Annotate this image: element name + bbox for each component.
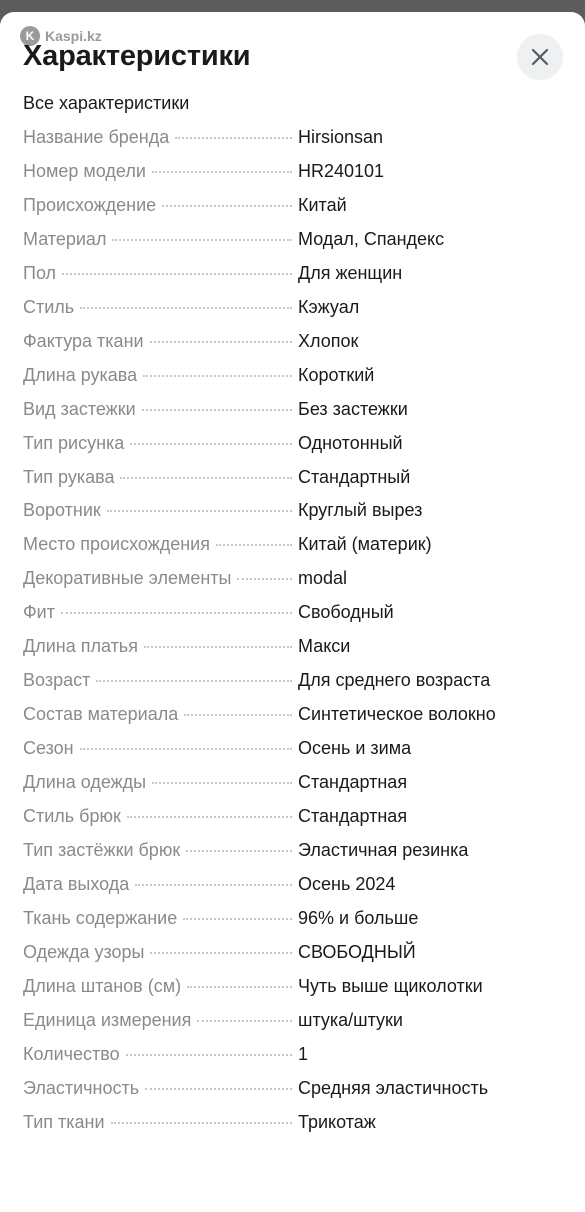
dotted-leader xyxy=(152,171,292,173)
spec-name-cell xyxy=(23,534,298,555)
spec-name: Фактура ткани xyxy=(23,330,144,351)
spec-name: Стиль xyxy=(23,296,75,317)
spec-name-cell xyxy=(23,806,298,827)
spec-row xyxy=(23,772,563,806)
spec-name: Тип рукава xyxy=(23,466,115,487)
spec-name: Длина платья xyxy=(23,636,138,657)
spec-row xyxy=(23,500,563,534)
spec-value: modal xyxy=(298,568,348,589)
spec-name: Декоративные элементы xyxy=(23,568,232,589)
spec-row xyxy=(23,1044,563,1078)
dotted-leader xyxy=(107,510,292,512)
spec-row xyxy=(23,263,563,297)
spec-name-cell xyxy=(23,229,298,250)
spec-name-cell xyxy=(23,1010,298,1031)
dotted-leader xyxy=(62,273,292,275)
spec-row xyxy=(23,433,563,467)
dotted-leader xyxy=(142,409,292,411)
spec-name: Пол xyxy=(23,262,57,283)
dotted-leader xyxy=(111,1122,292,1124)
spec-value: Стандартный xyxy=(298,466,411,487)
spec-value: Круглый вырез xyxy=(298,500,423,521)
spec-name: Номер модели xyxy=(23,160,146,181)
dotted-leader xyxy=(152,782,292,784)
spec-value: HR240101 xyxy=(298,160,385,181)
spec-name-cell xyxy=(23,297,298,318)
dotted-leader xyxy=(96,680,292,682)
spec-value: Без застежки xyxy=(298,398,408,419)
spec-value: Эластичная резинка xyxy=(298,840,469,861)
spec-value: Однотонный xyxy=(298,432,403,453)
dotted-leader xyxy=(150,952,292,954)
spec-value: Макси xyxy=(298,636,351,657)
dotted-leader xyxy=(130,443,292,445)
spec-name: Эластичность xyxy=(23,1077,140,1098)
spec-name: Ткань содержание xyxy=(23,907,178,928)
spec-row xyxy=(23,704,563,738)
spec-value: Трикотаж xyxy=(298,1111,376,1132)
spec-value: Короткий xyxy=(298,364,375,385)
spec-row xyxy=(23,738,563,772)
spec-name-cell xyxy=(23,772,298,793)
spec-row xyxy=(23,840,563,874)
dotted-leader xyxy=(80,307,292,309)
spec-name-cell xyxy=(23,1078,298,1099)
spec-value: СВОБОДНЫЙ xyxy=(298,941,416,962)
spec-name-cell xyxy=(23,636,298,657)
spec-name: Сезон xyxy=(23,738,74,759)
spec-row xyxy=(23,1112,563,1146)
spec-list xyxy=(23,127,563,1146)
spec-name: Длина штанов (см) xyxy=(23,975,182,996)
dotted-leader xyxy=(120,477,292,479)
spec-name: Происхождение xyxy=(23,194,157,215)
dotted-leader xyxy=(143,375,292,377)
dotted-leader xyxy=(61,612,292,614)
spec-row xyxy=(23,908,563,942)
spec-row xyxy=(23,568,563,602)
spec-name: Воротник xyxy=(23,500,101,521)
spec-row xyxy=(23,229,563,263)
spec-name: Одежда узоры xyxy=(23,941,145,962)
spec-name: Длина одежды xyxy=(23,772,147,793)
dotted-leader xyxy=(144,646,292,648)
spec-value: Китай (материк) xyxy=(298,534,432,555)
dotted-leader xyxy=(216,544,292,546)
spec-name-cell xyxy=(23,195,298,216)
close-button[interactable] xyxy=(517,34,563,80)
spec-value: Hirsionsan xyxy=(298,127,384,147)
spec-row xyxy=(23,297,563,331)
spec-name-cell xyxy=(23,704,298,725)
spec-name: Количество xyxy=(23,1043,120,1064)
spec-value: Кэжуал xyxy=(298,296,360,317)
spec-value: Стандартная xyxy=(298,772,408,793)
spec-name: Длина рукава xyxy=(23,364,138,385)
spec-value: 96% и больше xyxy=(298,907,419,928)
spec-name-cell xyxy=(23,1044,298,1065)
spec-row xyxy=(23,365,563,399)
spec-name-cell xyxy=(23,942,298,963)
spec-row xyxy=(23,942,563,976)
spec-value: Синтетическое волокно xyxy=(298,704,496,725)
spec-name-cell xyxy=(23,602,298,623)
dotted-leader xyxy=(184,714,292,716)
spec-row xyxy=(23,976,563,1010)
spec-name-cell xyxy=(23,976,298,997)
dotted-leader xyxy=(175,137,292,139)
spec-name: Стиль брюк xyxy=(23,806,121,827)
spec-name-cell xyxy=(23,365,298,386)
dotted-leader xyxy=(145,1088,292,1090)
dotted-leader xyxy=(112,239,292,241)
spec-row xyxy=(23,1078,563,1112)
spec-name: Материал xyxy=(23,228,107,249)
spec-row xyxy=(23,467,563,501)
spec-value: Хлопок xyxy=(298,330,359,351)
spec-row xyxy=(23,1010,563,1044)
close-icon xyxy=(531,48,549,66)
spec-row xyxy=(23,636,563,670)
spec-name: Вид застежки xyxy=(23,398,136,419)
spec-name-cell xyxy=(23,874,298,895)
spec-name-cell xyxy=(23,908,298,929)
spec-name-cell xyxy=(23,467,298,488)
spec-value: Для женщин xyxy=(298,262,403,283)
spec-name: Тип ткани xyxy=(23,1111,105,1132)
dotted-leader xyxy=(135,884,292,886)
dotted-leader xyxy=(183,918,292,920)
dotted-leader xyxy=(162,205,292,207)
watermark-text: Kaspi.kz xyxy=(45,28,102,44)
dotted-leader xyxy=(197,1020,292,1022)
kaspi-logo-icon: K xyxy=(20,26,40,46)
spec-name-cell xyxy=(23,1112,298,1133)
spec-name: Название бренда xyxy=(23,127,170,147)
spec-name: Место происхождения xyxy=(23,534,210,555)
spec-value: Свободный xyxy=(298,602,394,623)
spec-row xyxy=(23,195,563,229)
spec-value: Чуть выше щиколотки xyxy=(298,975,483,996)
spec-name-cell xyxy=(23,161,298,182)
spec-value: Стандартная xyxy=(298,806,408,827)
spec-value: Модал, Спандекс xyxy=(298,228,445,249)
spec-name: Тип рисунка xyxy=(23,432,125,453)
spec-name: Фит xyxy=(23,602,55,623)
spec-name: Возраст xyxy=(23,670,91,691)
dotted-leader xyxy=(150,341,292,343)
spec-row xyxy=(23,602,563,636)
dotted-leader xyxy=(126,1054,292,1056)
spec-row xyxy=(23,670,563,704)
spec-name-cell xyxy=(23,263,298,284)
dotted-leader xyxy=(187,986,292,988)
spec-name-cell xyxy=(23,840,298,861)
spec-value: Осень 2024 xyxy=(298,873,396,894)
spec-row xyxy=(23,534,563,568)
spec-name-cell xyxy=(23,433,298,454)
spec-value: штука/штуки xyxy=(298,1009,403,1030)
spec-value: Средняя эластичность xyxy=(298,1077,489,1098)
spec-name-cell xyxy=(23,127,298,148)
spec-row xyxy=(23,161,563,195)
spec-row xyxy=(23,399,563,433)
spec-name: Тип застёжки брюк xyxy=(23,840,181,861)
spec-row xyxy=(23,127,563,161)
section-title: Все характеристики xyxy=(23,93,190,113)
spec-name-cell xyxy=(23,500,298,521)
spec-name-cell xyxy=(23,399,298,420)
spec-name-cell xyxy=(23,738,298,759)
spec-name-cell xyxy=(23,568,298,589)
spec-value: Китай xyxy=(298,194,347,215)
spec-name: Состав материала xyxy=(23,704,179,725)
spec-row xyxy=(23,806,563,840)
spec-name: Дата выхода xyxy=(23,873,130,894)
spec-value: Для среднего возраста xyxy=(298,670,491,691)
dotted-leader xyxy=(237,578,292,580)
spec-name-cell xyxy=(23,331,298,352)
page-title: Характеристики xyxy=(23,40,251,72)
spec-value: 1 xyxy=(298,1043,309,1064)
spec-value: Осень и зима xyxy=(298,738,412,759)
spec-row xyxy=(23,331,563,365)
dotted-leader xyxy=(186,850,292,852)
spec-row xyxy=(23,874,563,908)
spec-name: Единица измерения xyxy=(23,1009,192,1030)
dotted-leader xyxy=(127,816,292,818)
spec-name-cell xyxy=(23,670,298,691)
characteristics-sheet xyxy=(0,12,585,1212)
dotted-leader xyxy=(80,748,292,750)
